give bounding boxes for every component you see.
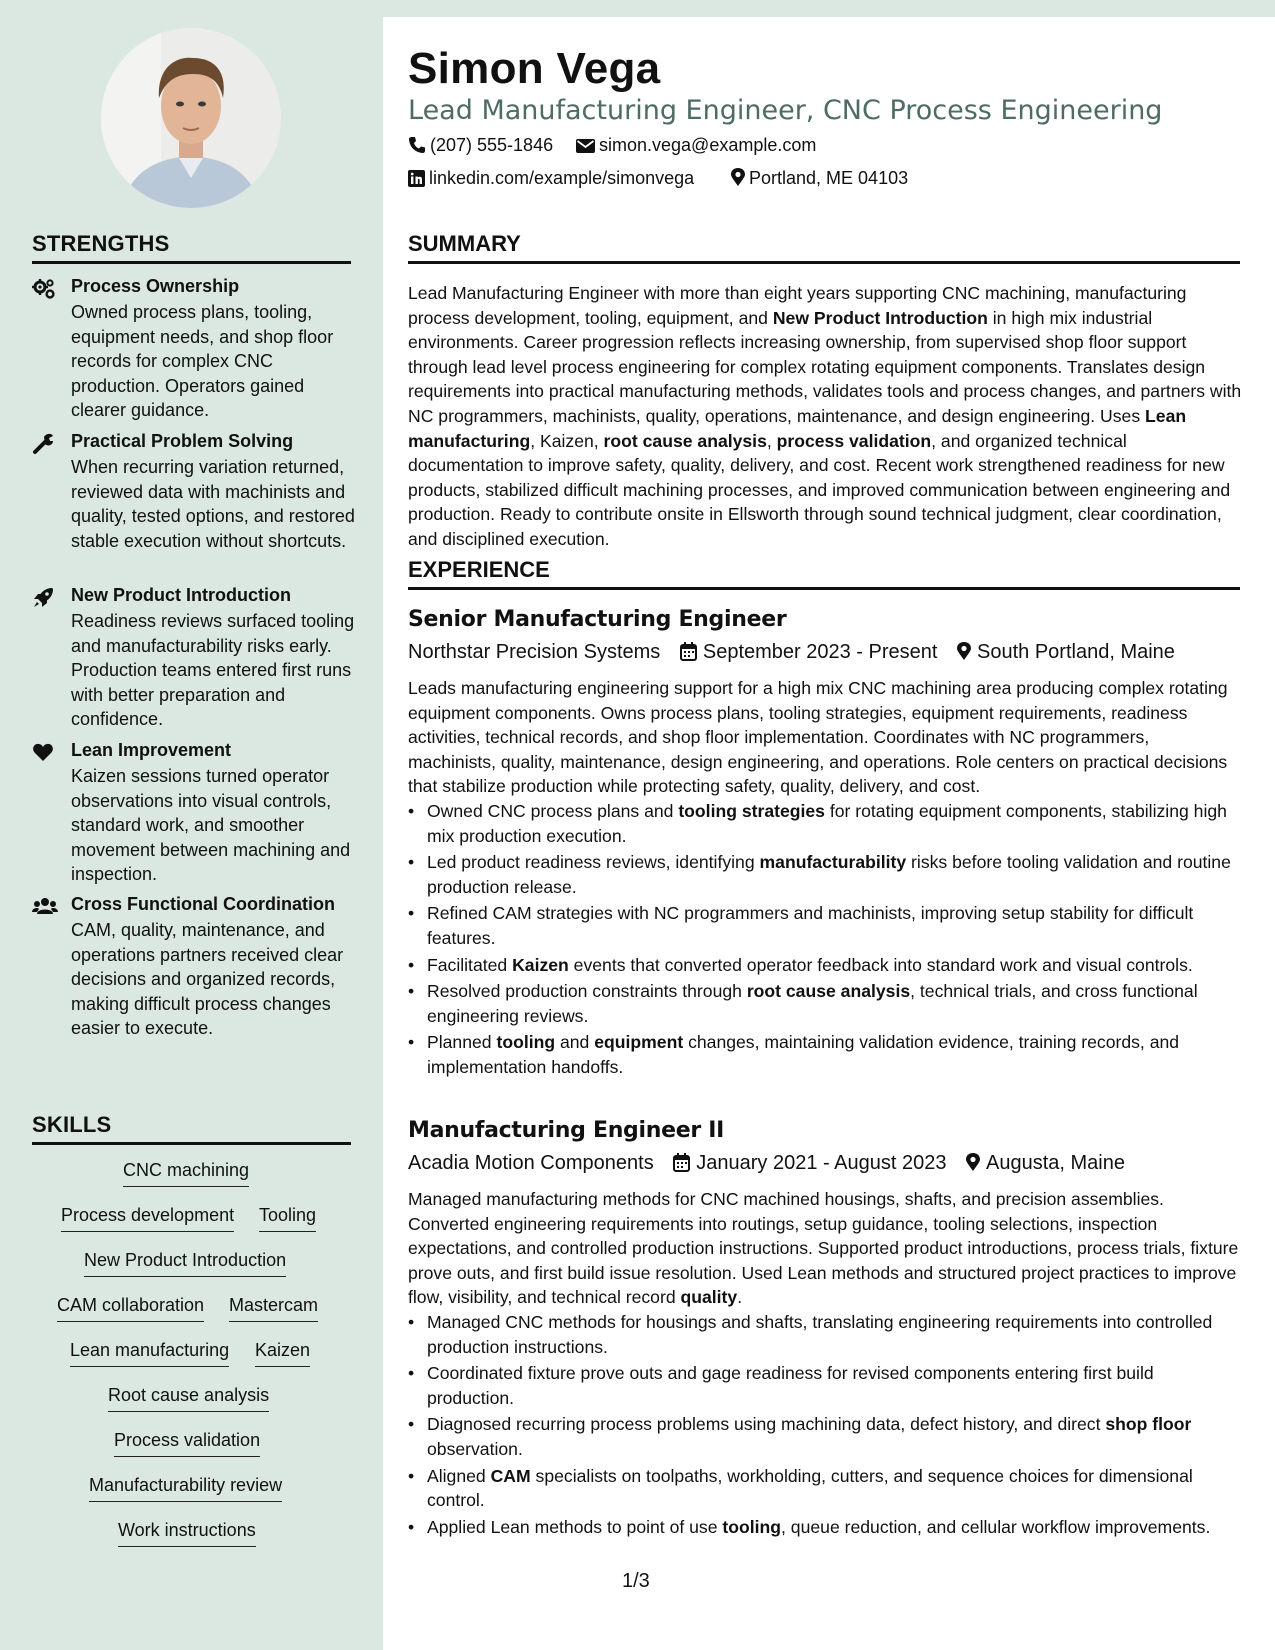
rocket-icon bbox=[32, 587, 56, 609]
job-meta bbox=[408, 641, 1175, 664]
candidate-name: Simon Vega bbox=[408, 44, 661, 93]
job-title: Senior Manufacturing Engineer bbox=[408, 607, 787, 632]
heart-icon bbox=[32, 742, 56, 764]
list-item: • Facilitated Kaizen events that converted operator feedback into standard work and visual controls. bbox=[408, 953, 1242, 978]
calendar-icon bbox=[673, 1153, 690, 1172]
skill-tag: Manufacturability review bbox=[89, 1475, 282, 1502]
strengths-title: STRENGTHS bbox=[32, 231, 351, 264]
skill-tag: Kaizen bbox=[255, 1340, 310, 1367]
skill-tag: Lean manufacturing bbox=[70, 1340, 229, 1367]
phone-icon bbox=[408, 136, 426, 154]
email-text: simon.vega@example.com bbox=[599, 135, 817, 155]
map-pin-icon bbox=[731, 168, 745, 187]
list-item: • Coordinated fixture prove outs and gage readiness for revised components entering first build production. bbox=[408, 1361, 1242, 1410]
linkedin-contact bbox=[408, 168, 694, 189]
job-location: Augusta, Maine bbox=[986, 1152, 1125, 1174]
envelope-icon bbox=[576, 138, 595, 154]
phone-contact bbox=[408, 135, 553, 156]
page-number: 1/3 bbox=[622, 1570, 650, 1592]
gears-icon bbox=[32, 278, 56, 300]
job-description: Leads manufacturing engineering support for a high mix CNC machining area producing complex rotating equipment components. Owns process plans, tooling strategies, equipment requirements, readiness activities, technical records, and shop floor implementation. Coordinates with NC programmers, machinists, quality, maintenance, design engineering, and operations. Role centers on practical decisions that stabilize production while protecting safety, quality, delivery, and cost. bbox=[408, 678, 1228, 797]
strength-desc: Kaizen sessions turned operator observations into visual controls, standard work, and smoother movement between machining and inspection. bbox=[71, 766, 351, 884]
users-icon bbox=[32, 896, 56, 918]
linkedin-icon bbox=[408, 170, 425, 187]
list-item: • Planned tooling and equipment changes, maintaining validation evidence, training records, and implementation handoffs. bbox=[408, 1030, 1242, 1079]
company-name: Northstar Precision Systems bbox=[408, 641, 661, 663]
job-bullets bbox=[408, 799, 1242, 1082]
strength-title: Process Ownership bbox=[71, 276, 240, 296]
wrench-icon bbox=[32, 433, 56, 455]
list-item: • Diagnosed recurring process problems using machining data, defect history, and direct shop floor observation. bbox=[408, 1412, 1242, 1461]
linkedin-text: linkedin.com/example/simonvega bbox=[429, 168, 695, 188]
skill-tag: CAM collaboration bbox=[57, 1295, 204, 1322]
skills-title: SKILLS bbox=[32, 1112, 351, 1145]
list-item: • Resolved production constraints through root cause analysis, technical trials, and cross functional engineering reviews. bbox=[408, 979, 1242, 1028]
strength-title: Cross Functional Coordination bbox=[71, 894, 335, 914]
list-item: • Aligned CAM specialists on toolpaths, workholding, cutters, and sequence choices for dimensional control. bbox=[408, 1464, 1242, 1513]
profile-photo bbox=[101, 28, 281, 208]
map-pin-icon bbox=[966, 1153, 980, 1172]
skill-tag: Tooling bbox=[259, 1205, 316, 1232]
skill-tag: CNC machining bbox=[123, 1160, 249, 1187]
skill-tag: Process development bbox=[61, 1205, 234, 1232]
list-item: • Managed CNC methods for housings and shafts, translating engineering requirements into controlled production instructions. bbox=[408, 1310, 1242, 1359]
summary-text: Lead Manufacturing Engineer with more than eight years supporting CNC machining, manufacturing process development, tooling, equipment, and New Product Introduction in high mix industrial environments. Career progression reflects increasing ownership, from supervised shop floor support through lead level process engineering for complex rotating equipment components. Translates design requirements into practical manufacturing methods, validates tools and process changes, and partners with NC programmers, machinists, quality, operations, maintenance, and design engineering. Uses Lean manufacturing, Kaizen, root cause analysis, process validation, and organized technical documentation to improve safety, quality, delivery, and cost. Recent work strengthened readiness for new products, stabilized difficult machining processes, and improved communication between engineering and production. Ready to contribute onsite in Ellsworth through sound technical judgment, clear coordination, and disciplined execution. bbox=[408, 283, 1242, 549]
email-contact bbox=[576, 135, 816, 156]
location-text: Portland, ME 04103 bbox=[749, 168, 909, 188]
job-location: South Portland, Maine bbox=[977, 641, 1175, 663]
strength-title: New Product Introduction bbox=[71, 585, 291, 605]
skill-tag: Process validation bbox=[114, 1430, 260, 1457]
strength-title: Practical Problem Solving bbox=[71, 431, 294, 451]
candidate-role: Lead Manufacturing Engineer, CNC Process Engineering bbox=[408, 95, 1163, 126]
job-dates: September 2023 - Present bbox=[702, 641, 938, 663]
map-pin-icon bbox=[957, 642, 971, 661]
list-item: • Applied Lean methods to point of use tooling, queue reduction, and cellular workflow improvements. bbox=[408, 1515, 1242, 1540]
job-dates: January 2021 - August 2023 bbox=[696, 1152, 947, 1174]
company-name: Acadia Motion Components bbox=[408, 1152, 654, 1174]
phone-text: (207) 555-1846 bbox=[430, 135, 554, 155]
calendar-icon bbox=[680, 642, 697, 661]
strength-title: Lean Improvement bbox=[71, 740, 232, 760]
job-meta bbox=[408, 1152, 1125, 1175]
list-item: • Led product readiness reviews, identifying manufacturability risks before tooling validation and routine production release. bbox=[408, 850, 1242, 899]
strength-desc: Readiness reviews surfaced tooling and manufacturability risks early. Production teams entered first runs with better preparation and confidence. bbox=[71, 611, 355, 729]
strength-desc: When recurring variation returned, reviewed data with machinists and quality, tested options, and restored stable execution without shortcuts. bbox=[71, 457, 355, 551]
strength-desc: Owned process plans, tooling, equipment needs, and shop floor records for complex CNC production. Operators gained clearer guidance. bbox=[71, 302, 334, 420]
experience-title: EXPERIENCE bbox=[408, 557, 1240, 590]
list-item: • Refined CAM strategies with NC programmers and machinists, improving setup stability for difficult features. bbox=[408, 901, 1242, 950]
job-title: Manufacturing Engineer II bbox=[408, 1118, 725, 1143]
summary-title: SUMMARY bbox=[408, 231, 1240, 264]
skill-tag: Work instructions bbox=[118, 1520, 256, 1547]
job-bullets bbox=[408, 1310, 1242, 1541]
location-contact bbox=[731, 168, 908, 189]
skill-tag: Root cause analysis bbox=[108, 1385, 269, 1412]
strength-desc: CAM, quality, maintenance, and operations partners received clear decisions and organized records, making difficult process changes easier to execute. bbox=[71, 920, 344, 1038]
list-item: • Owned CNC process plans and tooling strategies for rotating equipment components, stabilizing high mix production execution. bbox=[408, 799, 1242, 848]
skill-tag: Mastercam bbox=[229, 1295, 318, 1322]
skill-tag: New Product Introduction bbox=[84, 1250, 286, 1277]
job-description: Managed manufacturing methods for CNC machined housings, shafts, and precision assemblies. Converted engineering requirements into routings, setup guidance, tooling selections, inspection expectations, and controlled production instructions. Supported product introductions, process trials, fixture prove outs, and first build issue resolution. Used Lean methods and structured project practices to improve flow, visibility, and technical record quality. bbox=[408, 1189, 1239, 1308]
